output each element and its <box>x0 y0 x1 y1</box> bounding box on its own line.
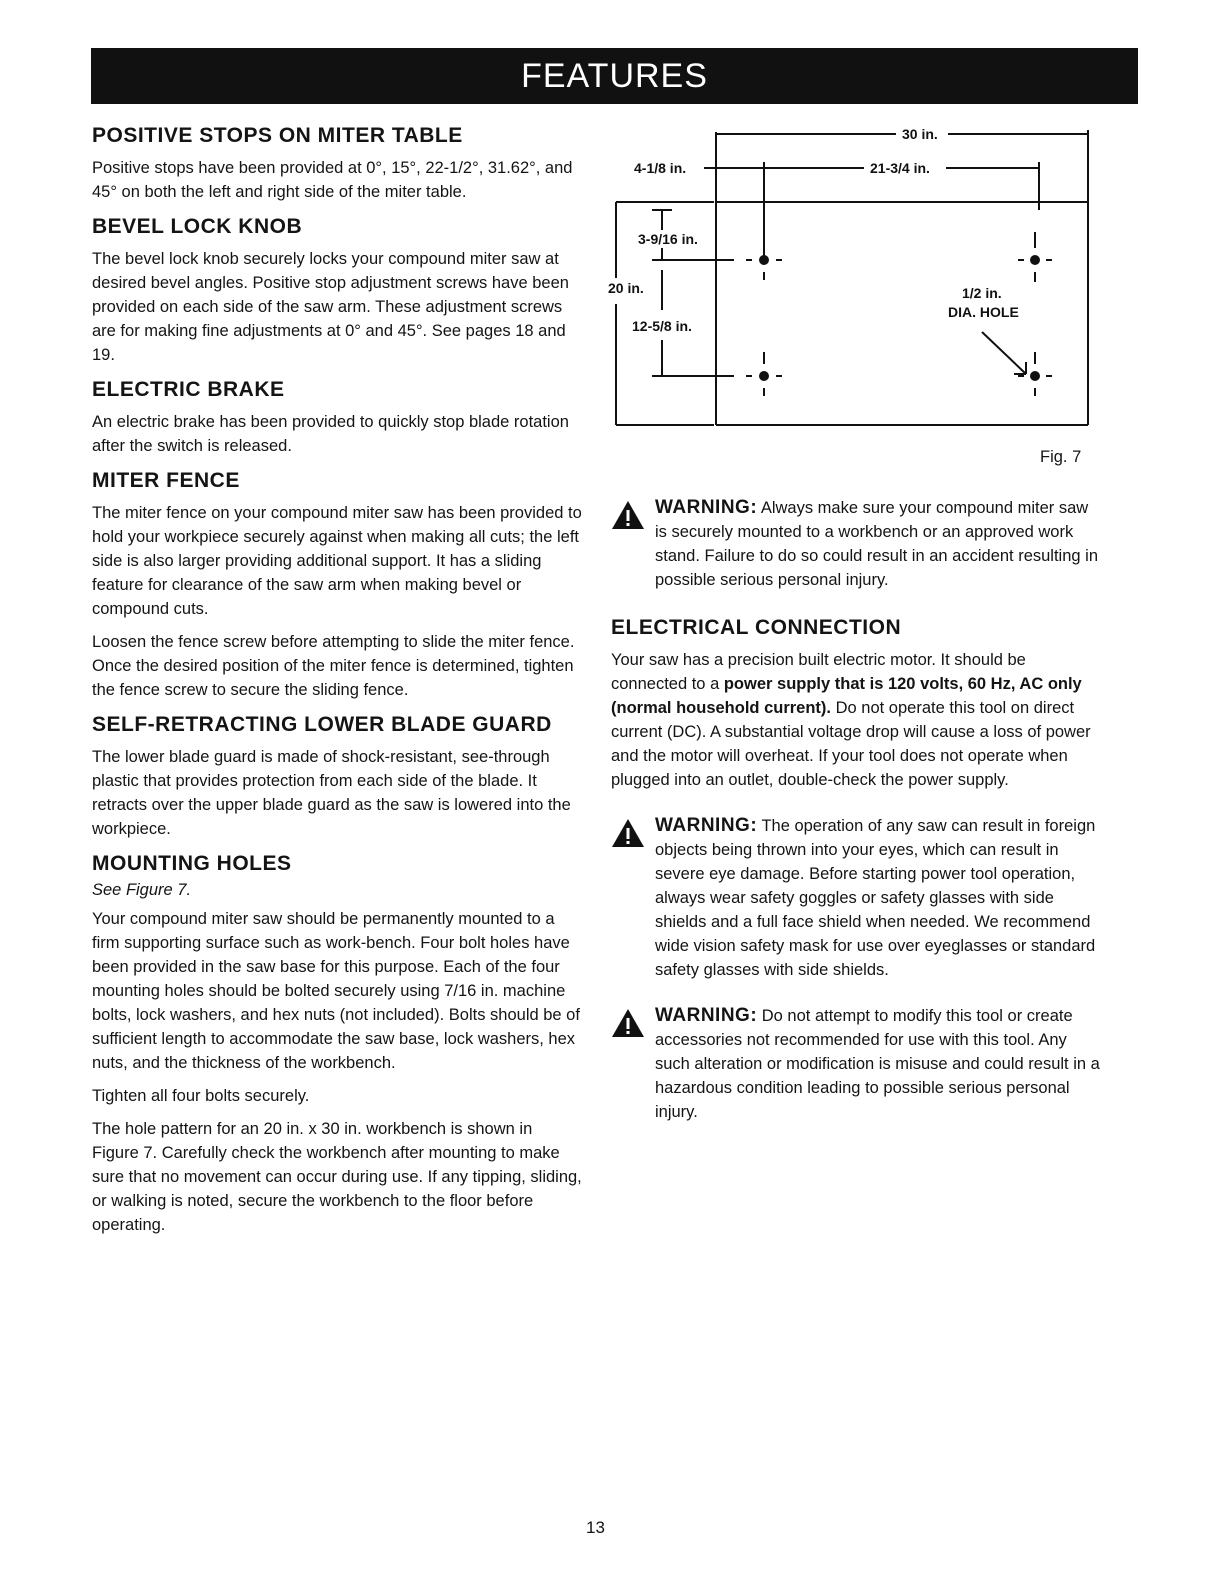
section-bevel-lock <box>92 213 582 367</box>
warning-label: WARNING: <box>655 815 758 836</box>
section-body: The lower blade guard is made of shock-resistant, see-through plastic that provides protection from each side of the blade. It retracts over the upper blade guard as the saw is lowered into the workpiece. <box>92 748 571 838</box>
section-heading: ELECTRICAL CONNECTION <box>611 616 902 639</box>
section-body: An electric brake has been provided to quickly stop blade rotation after the switch is released. <box>92 413 569 455</box>
section-heading: MOUNTING HOLES <box>92 852 292 875</box>
section-electric-brake <box>92 376 582 458</box>
dim-30-label: 30 in. <box>902 126 938 142</box>
dim-21-3-4-label: 21-3/4 in. <box>870 160 930 176</box>
mounting-hole-bottom-left <box>759 371 769 381</box>
section-positive-stops <box>92 122 582 204</box>
electrical-text-b: Do not operate this tool on direct current (DC). A substantial voltage drop will cause a loss of power and the motor will overheat. If your tool does not operate when plugged into an outlet, double-check the power supply. <box>611 699 1091 789</box>
section-body: The hole pattern for an 20 in. x 30 in. workbench is shown in Figure 7. Carefully check the workbench after mounting to make sure that no movement can occur during use. If any tipping, sliding, or walking is noted, secure the workbench to the floor before operating. <box>92 1120 582 1234</box>
warning-body: Always make sure your compound miter saw is securely mounted to a workbench or an approved work stand. Failure to do so could result in an accident resulting in possible serious personal injury. <box>655 499 1099 589</box>
section-body: The miter fence on your compound miter saw has been provided to hold your workpiece securely against when making all cuts; the left side is also larger providing additional support. It has a sliding feature for clearance of the saw arm when making bevel or compound cuts. <box>92 504 582 618</box>
see-figure-note: See Figure 7. <box>92 881 192 899</box>
warning-triangle-icon <box>611 1008 645 1038</box>
section-body: Loosen the fence screw before attempting to slide the miter fence. Once the desired position of the miter fence is determined, tighten the fence screw to secure the sliding fence. <box>92 633 575 699</box>
warning-eye-protection <box>611 814 1101 982</box>
warning-text <box>655 814 1101 982</box>
section-body: The bevel lock knob securely locks your compound miter saw at desired bevel angles. Positive stop adjustment screws have been provided on each side of the saw arm. These adjustment screws are for making fine adjustments at 0° and 45°. See pages 18 and 19. <box>92 250 569 364</box>
section-electrical-connection <box>611 614 1101 792</box>
figure-caption: Fig. 7 <box>1040 448 1082 466</box>
dim-20-label: 20 in. <box>608 280 644 296</box>
dim-3-9-16-label: 3-9/16 in. <box>638 231 698 247</box>
section-heading: MITER FENCE <box>92 469 240 492</box>
electrical-text-a: Your saw has a precision built electric motor. It should be connected to a <box>611 651 1026 693</box>
section-miter-fence <box>92 467 582 702</box>
page-number: 13 <box>586 1518 605 1537</box>
warning-text <box>655 1004 1101 1124</box>
section-heading: BEVEL LOCK KNOB <box>92 215 303 238</box>
section-heading: SELF-RETRACTING LOWER BLADE GUARD <box>92 713 552 736</box>
section-body: Your compound miter saw should be permanently mounted to a firm supporting surface such as work-bench. Four bolt holes have been provided in the saw base for this purpose. Each of the four mounting holes should be bolted securely using 7/16 in. machine bolts, lock washers, and hex nuts (not included). Bolts should be of sufficient length to accommodate the saw base, lock washers, hex nuts, and the thickness of the workbench. <box>92 910 580 1072</box>
mounting-hole-bottom-right <box>1030 371 1040 381</box>
left-column <box>92 122 582 1246</box>
warning-text <box>655 496 1101 592</box>
dim-4-1-8-label: 4-1/8 in. <box>634 160 687 176</box>
section-heading: ELECTRIC BRAKE <box>92 378 285 401</box>
warning-label: WARNING: <box>655 497 758 518</box>
warning-modification <box>611 1004 1101 1124</box>
section-body: Tighten all four bolts securely. <box>92 1087 310 1105</box>
hole-size-label: 1/2 in. <box>962 285 1002 301</box>
section-heading: POSITIVE STOPS ON MITER TABLE <box>92 124 463 147</box>
hole-type-label: DIA. HOLE <box>948 304 1019 320</box>
dim-12-5-8-label: 12-5/8 in. <box>632 318 692 334</box>
warning-body: Do not attempt to modify this tool or create accessories not recommended for use with this tool. Any such alteration or modification is misuse and could result in a hazardous condition leading to possible serious personal injury. <box>655 1007 1100 1121</box>
right-column <box>611 496 1101 1146</box>
warning-body: The operation of any saw can result in foreign objects being thrown into your eyes, which can result in severe eye damage. Before starting power tool operation, always wear safety goggles or safety glasses with side shields and a full face shield when needed. We recommend wide vision safety mask for use over eyeglasses or standard safety glasses with side shields. <box>655 817 1096 979</box>
section-body <box>611 648 1101 792</box>
mounting-hole-top-right <box>1030 255 1040 265</box>
warning-label: WARNING: <box>655 1005 758 1026</box>
mounting-hole-top-left <box>759 255 769 265</box>
section-lower-guard <box>92 711 582 841</box>
workbench-hole-pattern-diagram <box>606 120 1106 440</box>
warning-mounting <box>611 496 1101 592</box>
warning-triangle-icon <box>611 500 645 530</box>
section-body: Positive stops have been provided at 0°, 15°, 22-1/2°, 31.62°, and 45° on both the left and right side of the miter table. <box>92 159 573 201</box>
section-mounting-holes <box>92 850 582 1237</box>
warning-triangle-icon <box>611 818 645 848</box>
page-banner: FEATURES <box>91 48 1138 104</box>
electrical-text-bold: power supply that is 120 volts, 60 Hz, AC only (normal household current). <box>611 675 1082 717</box>
